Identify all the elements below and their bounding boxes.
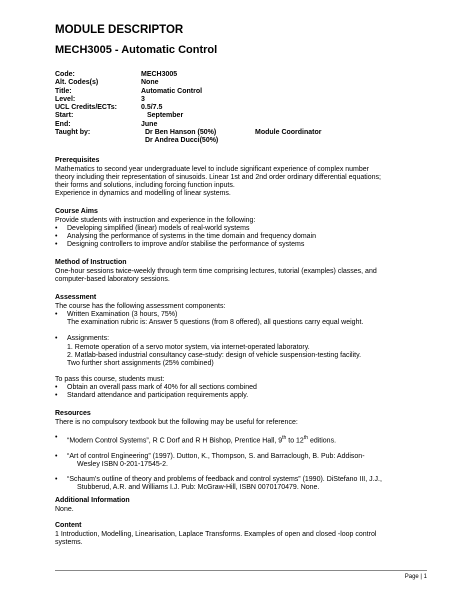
meta-role: Module Coordinator [255,129,322,137]
paragraph-line: Stubberud, A.R. and Williams I.J. Pub: McGraw-Hill, ISBN 0070170479. None. [77,484,320,492]
course-aims-section [55,208,427,250]
meta-value: 0.5/7.5 [141,104,163,112]
paragraph-line: computer-based laboratory sessions. [55,275,170,283]
meta-value: 3 [141,95,145,103]
paragraph-line: To pass this course, students must: [55,375,165,383]
paragraph-line: 1 Introduction, Modelling, Linearisation, Laplace Transforms. Examples of open and closed -loop control [55,530,377,538]
meta-value: Dr Andrea Ducci(50%) [145,137,219,145]
meta-value: June [141,120,158,128]
paragraph-line: their forms and solutions, including forcing function inputs. [55,182,235,190]
paragraph-line: theory including their representation of sinusoids. Linear 1st and 2nd order ordinary differential equations; [55,173,381,181]
meta-value: Automatic Control [141,87,203,95]
instruction-section [55,259,427,284]
paragraph-line: Two further short assignments (25% combined) [67,360,214,368]
meta-key: Start: [55,112,74,120]
paragraph-line: Wesley ISBN 0-201-17545-2. [77,460,168,468]
section-heading: Course Aims [55,208,98,215]
list-item: • Standard attendance and participation requirements apply. [55,392,427,400]
content-section [55,522,427,547]
list-item: • Analysing the performance of systems in the time domain and frequency domain [55,233,427,241]
list-item: • “Modern Control Systems”, R C Dorf and R H Bishop, Prentice Hall, 9th to 12th editions. [55,434,427,446]
meta-key: End: [55,120,71,128]
module-subtitle: MECH3005 - Automatic Control [55,44,218,56]
additional-info-section [55,497,427,514]
page-number: Page | 1 [404,574,427,580]
prerequisites-section [55,157,427,199]
list-item: • Assignments: [55,335,427,343]
paragraph-line: 2. Matlab-based industrial consultancy case-study: design of vehicle suspension-testing facility. [67,352,362,360]
section-heading: Resources [55,410,91,417]
paragraph-line: The examination rubric is: Answer 5 questions (from 8 offered), all questions carry equal weight. [67,319,364,327]
resources-section [55,410,427,493]
footer-divider [55,570,427,571]
meta-key: Taught by: [55,129,91,137]
list-item: • Obtain an overall pass mark of 40% for all sections combined [55,384,427,392]
section-heading: Prerequisites [55,157,100,164]
list-item: • “Schaum's outline of theory and problems of feedback and control systems” (1990). DiStefano III, J.J., [55,476,427,484]
paragraph-line: The course has the following assessment components: [55,302,226,310]
paragraph-line: Provide students with instruction and experience in the following: [55,216,256,224]
list-item: • Designing controllers to improve and/or stabilise the performance of systems [55,241,427,249]
paragraph-line: None. [55,505,74,513]
paragraph-line: There is no compulsory textbook but the following may be useful for reference: [55,418,298,426]
paragraph-line: Mathematics to second year undergraduate level to include significant experience of complex number [55,165,370,173]
meta-value: MECH3005 [141,71,178,78]
paragraph-line: systems. [55,538,83,546]
meta-value: None [141,79,159,87]
meta-value: September [147,112,184,120]
section-heading: Assessment [55,294,97,301]
section-heading: Content [55,522,82,529]
meta-key: Code: [55,71,75,78]
list-item: • “Art of control Engineering” (1997). Dutton, K., Thompson, S. and Barraclough, B. Pub: Addison- [55,453,427,461]
paragraph-line: 1. Remote operation of a servo motor system, via internet-operated laboratory. [67,343,310,351]
paragraph-line: Experience in dynamics and modelling of linear systems. [55,190,231,198]
page-title: MODULE DESCRIPTOR [55,24,184,36]
section-heading: Additional Information [55,497,130,504]
section-heading: Method of Instruction [55,259,127,266]
meta-key: Alt. Codes(s) [55,79,99,87]
list-item: • Developing simplified (linear) models of real-world systems [55,225,427,233]
assessment-section [55,294,427,401]
meta-key: Level: [55,95,76,103]
meta-key: UCL Credits/ECTs: [55,104,117,112]
meta-value: Dr Ben Hanson (50%) [145,129,217,137]
meta-key: Title: [55,87,72,95]
list-item: • Written Examination (3 hours, 75%) [55,311,427,319]
paragraph-line: One-hour sessions twice-weekly through term time comprising lectures, tutorial (examples) classes, and [55,267,377,275]
